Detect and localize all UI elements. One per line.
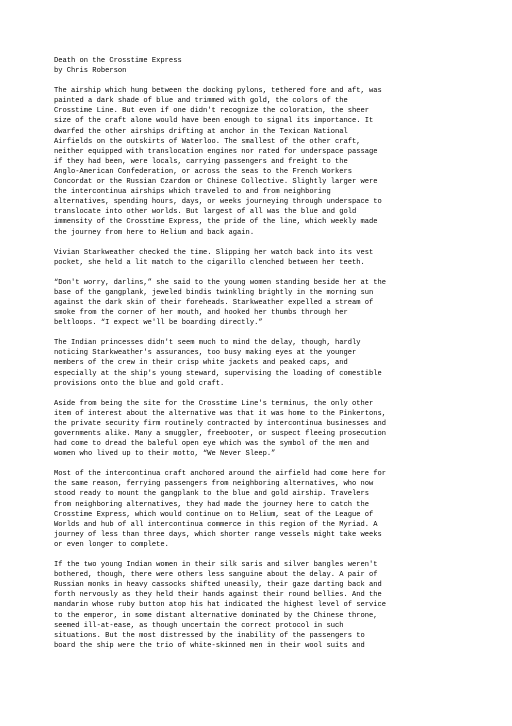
story-title: Death on the Crosstime Express: [54, 57, 182, 65]
paragraph-6: Most of the intercontinua craft anchored around the airfield had come here for the same reason, ferrying passengers from neighboring alternatives, who now stood ready to mount the gangplank to the blue and gold airship. Travelers from neighboring alternatives, they had made the journey here to catch the Crosstime Express, which would continue on to Helium, seat of the League of Worlds and hub of all intercontinua commerce in this region of the Myriad. A journey of less than three days, which shorter range vessels might take weeks or even longer to complete.: [54, 470, 387, 549]
story-byline: by Chris Roberson: [54, 67, 127, 76]
document-header: [54, 56, 474, 76]
paragraph-2: Vivian Starkweather checked the time. Slipping her watch back into its vest pocket, she held a lit match to the cigarillo clenched between her teeth.: [54, 248, 374, 267]
document-body: [54, 56, 474, 661]
paragraph-4: The Indian princesses didn't seem much to mind the delay, though, hardly noticing Starkweather's assurances, too busy making eyes at the younger members of the crew in their crisp white jackets and peaked caps, and especially at the ship's young steward, supervising the loading of comestible provisions onto the blue and gold craft.: [54, 339, 382, 388]
paragraph-5: Aside from being the site for the Crosstime Line's terminus, the only other item of interest about the alternative was that it was home to the Pinkertons, the private security firm routinely contracted by intercontinua businesses and governments alike. Many a smuggler, freebooter, or suspect fleeing prosecution had come to dread the baleful open eye which was the symbol of the men and women who lived up to their motto, “We Never Sleep.”: [54, 399, 387, 459]
paragraph-7: If the two young Indian women in their silk saris and silver bangles weren't bothered, though, there were others less sanguine about the delay. A pair of Russian monks in heavy cassocks shifted uneasily, their gaze darting back and forth nervously as they held their hands against their round bellies. And the mandarin whose ruby button atop his hat indicated the highest level of service to the emperor, in some distant alternative dominated by the Chinese throne, seemed ill-at-ease, as though uncertain the correct protocol in such situations. But the most distressed by the inability of the passengers to board the ship were the trio of white-skinned men in their wool suits and: [54, 561, 387, 650]
paragraph-3: “Don't worry, darlins,” she said to the young women standing beside her at the base of the gangplank, jeweled bindis twinkling brightly in the morning sun against the dark skin of their foreheads. Starkweather expelled a stream of smoke from the corner of her mouth, and hooked her thumbs through her beltloops. “I expect we'll be boarding directly.”: [54, 278, 387, 328]
paragraph-1: The airship which hung between the docking pylons, tethered fore and aft, was painted a dark shade of blue and trimmed with gold, the colors of the Crosstime Line. But even if one didn't recognize the coloration, the sheer size of the craft alone would have been enough to signal its importance. It dwarfed the other airships drifting at anchor in the Texican National Airfields on the outskirts of Waterloo. The smallest of the other craft, neither equipped with translocation engines nor rated for underspace passage if they had been, were locals, carrying passengers and freight to the Anglo-American Confederation, or across the seas to the French Workers Concordat or the Russian Czardom or Chinese Collective. Slightly larger were the intercontinua airships which traveled to and from neighboring alternatives, spending hours, days, or weeks journeying through underspace to translocate into other worlds. But largest of all was the blue and gold immensity of the Crosstime Express, the pride of the line, which weekly made the journey from here to Helium and back again.: [54, 87, 382, 237]
